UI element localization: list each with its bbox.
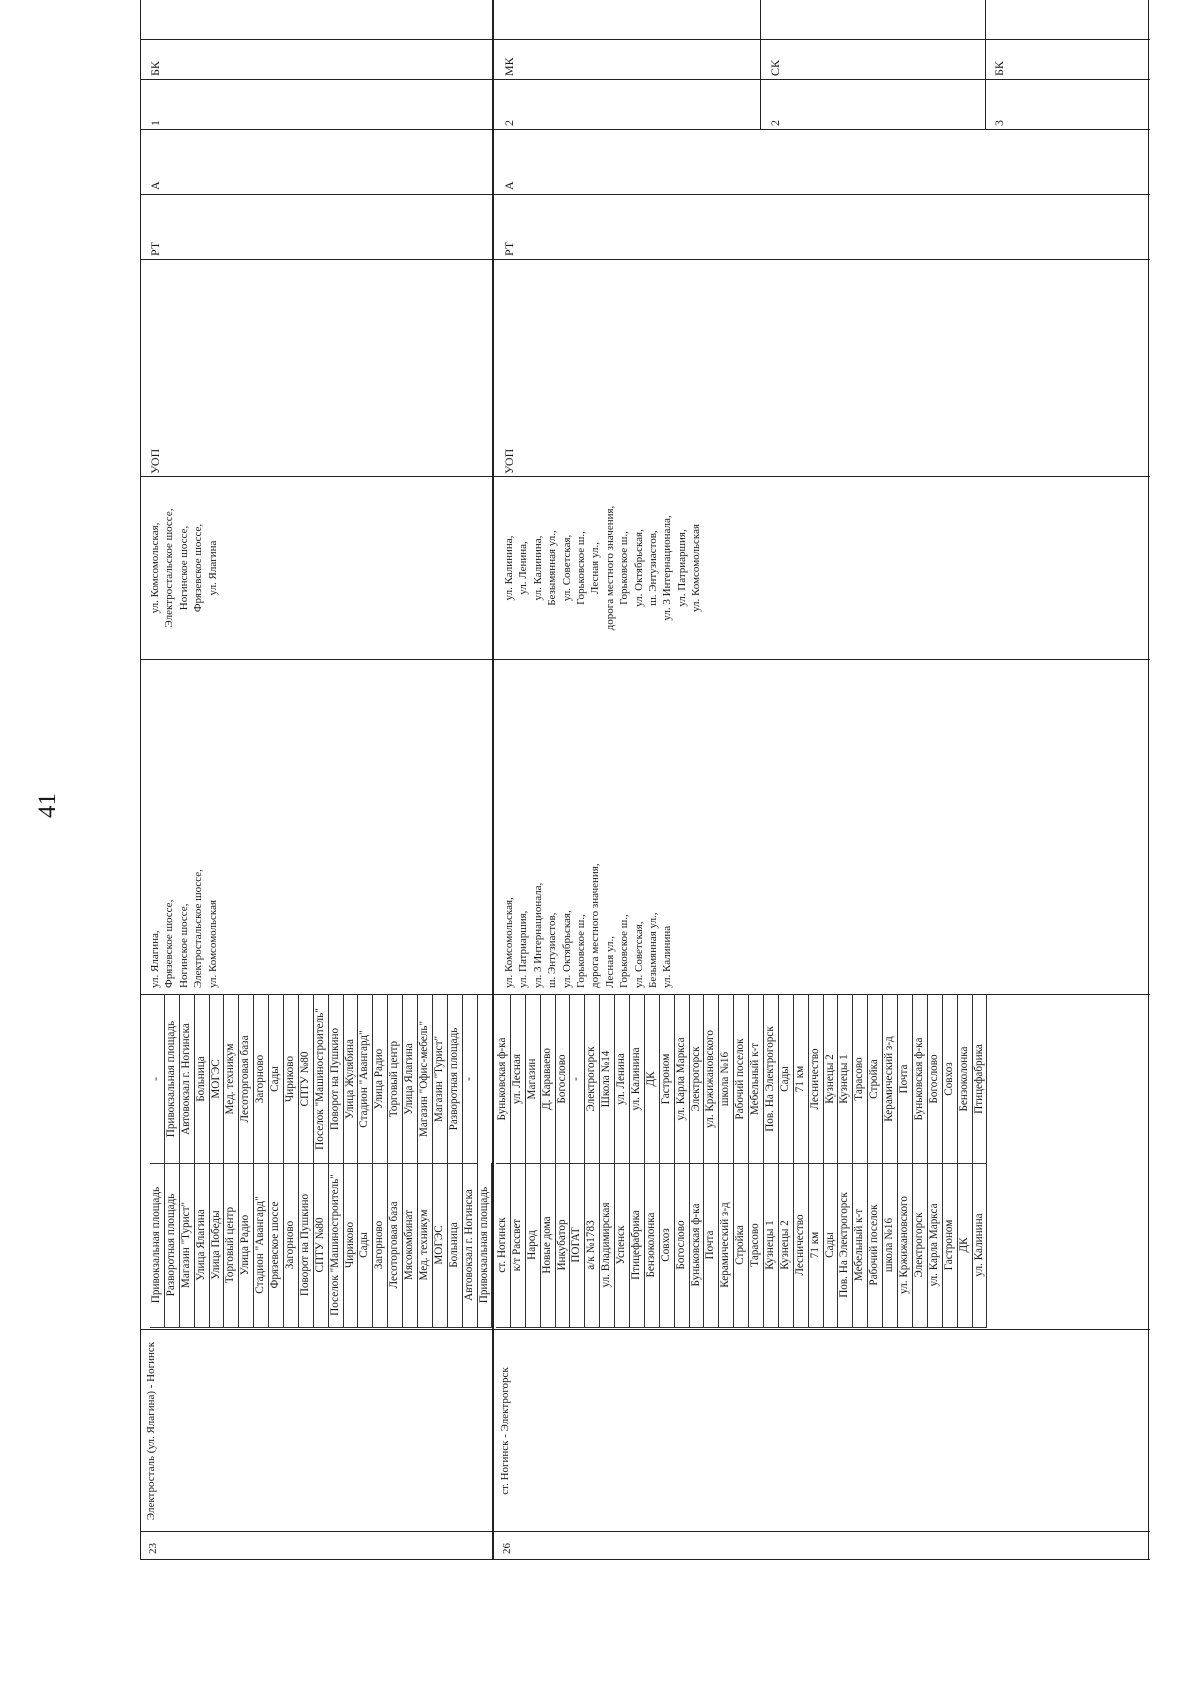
- stop-item: ул. Калинина: [630, 995, 645, 1163]
- stop-item: Совхоз: [943, 995, 958, 1163]
- stop-item: Кузнецы 1: [838, 995, 853, 1163]
- stop-item: Народ: [526, 1163, 541, 1327]
- vehicle-count: 1: [148, 120, 162, 126]
- vehicle-class: МК: [502, 57, 516, 76]
- stop-item: ул. Кржижановского: [704, 995, 719, 1163]
- stops-backward-list: [496, 995, 987, 1164]
- route-number: 26: [501, 1543, 513, 1554]
- streets-forward: ул. Комсомольская, ул. Патриаршия, ул. 3 Интернационала, ш. Энтузиастов, ул. Октябрьская, Горьковское ш., дорога местного значения, Лесная ул., Горьковское ш., ул. Советская, Безымянная ул., ул. Калинина: [503, 863, 674, 988]
- vehicle-count: 2: [768, 120, 782, 126]
- routes-table: [140, 0, 1150, 1560]
- stop-item: Стройка: [868, 995, 883, 1163]
- stop-item: Разворотная площадь: [448, 995, 463, 1163]
- stop-item: Рабочий поселок: [868, 1163, 883, 1327]
- stop-item: Поселок "Машиностроитель": [329, 1163, 344, 1327]
- stop-item: Электрогорск: [913, 1163, 928, 1327]
- stop-item: МОГЭС: [210, 995, 225, 1163]
- stop-item: Керамический з-д: [883, 995, 898, 1163]
- stop-item: Электрогорск: [585, 995, 600, 1163]
- stop-item: ул. Кржижановского: [898, 1163, 913, 1327]
- stop-item: Кузнецы 2: [824, 995, 839, 1163]
- stop-item: Птицефабрика: [973, 995, 988, 1163]
- stop-item: СПТУ №80: [314, 1163, 329, 1327]
- vehicle-count: 2: [502, 120, 516, 126]
- stop-item: Мебельный к-т: [853, 1163, 868, 1327]
- tariff-type: РТ: [502, 241, 516, 256]
- stop-item: Школа №14: [600, 995, 615, 1163]
- stop-item: Автовокзал г. Ногинска: [180, 995, 195, 1163]
- col-line: [140, 194, 1150, 195]
- route-name: ст. Ногинск - Электрогорск: [499, 1367, 511, 1495]
- stop-item: к/т Рассвет: [511, 1163, 526, 1327]
- route-name: Электросталь (ул. Ялагина) - Ногинск: [145, 1341, 157, 1521]
- stop-item: Поворот на Пушкино: [329, 995, 344, 1163]
- stop-item: а/к №1783: [585, 1163, 600, 1327]
- stop-item: Сады: [358, 1163, 373, 1327]
- stop-item: Богослово: [928, 995, 943, 1163]
- col-line: [140, 39, 1150, 40]
- stop-item: ул. Лесная: [511, 995, 526, 1163]
- stop-item: Бензоколонка: [958, 995, 973, 1163]
- stop-item: Улица Жулябина: [344, 995, 359, 1163]
- stop-item: -: [463, 995, 478, 1163]
- stop-item: Пов. На Электрогорск: [838, 1163, 853, 1327]
- col-line: [140, 1329, 1150, 1330]
- col-line: [140, 659, 1150, 660]
- stop-item: Поворот на Пушкино: [299, 1163, 314, 1327]
- page-number: 41: [34, 793, 61, 818]
- stop-item: Больница: [448, 1163, 463, 1327]
- stop-item: Тарасово: [749, 1163, 764, 1327]
- stop-item: Инкубатор: [556, 1163, 571, 1327]
- stop-item: СПТУ №80: [299, 995, 314, 1163]
- vehicle-class: БК: [992, 61, 1006, 76]
- stop-item: Лесоторговая база: [239, 995, 254, 1163]
- stop-item: Гастроном: [660, 995, 675, 1163]
- stop-item: 71 км: [794, 995, 809, 1163]
- stop-item: -: [150, 995, 165, 1163]
- stop-item: Мясокомбинат: [403, 1163, 418, 1327]
- col-line: [140, 1559, 1150, 1560]
- stop-item: Пов. На Электрогорск: [764, 995, 779, 1163]
- stop-item: Д. Караваево: [541, 995, 556, 1163]
- col-line: [140, 476, 1150, 477]
- stop-item: -: [570, 995, 585, 1163]
- boarding-type: УОП: [148, 448, 162, 474]
- stop-item: Лесничество: [794, 1163, 809, 1327]
- streets-backward: ул. Калинина, ул. Ленина, ул. Калинина, Безымянная ул., ул. Советская, Горьковское ш., Лесная ул., дорога местного значения, Горьковское ш., ул. Октябрьская, ш. Энтузиастов, ул. 3 Интернационала, ул. Патриаршия, ул. Комсомольская: [503, 505, 703, 631]
- class-row-divider: [760, 0, 761, 130]
- stop-item: Буньковская ф-ка: [690, 1163, 705, 1327]
- streets-backward: ул. Комсомольская, Электростальское шоссе, Ногинское шоссе, Фрязевское шоссе, ул. Ялагина: [149, 508, 219, 628]
- stop-item: Привокзальная площадь: [165, 995, 180, 1163]
- stop-item: Почта: [704, 1163, 719, 1327]
- stop-item: Мед. техникум: [224, 995, 239, 1163]
- stop-item: Магазин "Офис-мебель": [418, 995, 433, 1163]
- class-row-divider: [985, 0, 986, 130]
- stop-item: Торговый центр: [224, 1163, 239, 1327]
- stop-item: Кузнецы 1: [764, 1163, 779, 1327]
- stops-forward-list: [496, 1163, 987, 1328]
- stop-item: Мебельный к-т: [749, 995, 764, 1163]
- boarding-type: УОП: [502, 448, 516, 474]
- streets-forward: ул. Ялагина, Фрязевское шоссе, Ногинское шоссе, Электростальское шоссе, ул. Комсомольская: [149, 869, 219, 988]
- stop-item: ул. Ленина: [615, 995, 630, 1163]
- stop-item: Почта: [898, 995, 913, 1163]
- stop-item: Магазин "Турист": [433, 995, 448, 1163]
- stops-backward-list: [150, 995, 478, 1164]
- stop-item: Кузнецы 2: [779, 1163, 794, 1327]
- stop-item: Улица Победы: [210, 1163, 225, 1327]
- stop-item: Стройка: [734, 1163, 749, 1327]
- stop-item: Рабочий поселок: [734, 995, 749, 1163]
- stop-item: Улица Ялагина: [195, 1163, 210, 1327]
- col-line: [140, 129, 1150, 130]
- stop-item: Загорново: [373, 1163, 388, 1327]
- col-line: [140, 79, 1150, 80]
- stop-item: Новые дома: [541, 1163, 556, 1327]
- stop-item: Сады: [779, 995, 794, 1163]
- stop-item: Успенск: [615, 1163, 630, 1327]
- stop-item: Лесоторговая база: [388, 1163, 403, 1327]
- stop-item: Буньковская ф-ка: [496, 995, 511, 1163]
- stop-item: Сады: [824, 1163, 839, 1327]
- stop-item: Лесничество: [809, 995, 824, 1163]
- stop-item: Улица Радио: [239, 1163, 254, 1327]
- stop-item: Стадион "Авангард": [358, 995, 373, 1163]
- table-border-bottom: [1148, 0, 1149, 1560]
- stop-item: Чириково: [344, 1163, 359, 1327]
- stop-item: школа №16: [883, 1163, 898, 1327]
- stop-item: Улица Ялагина: [403, 995, 418, 1163]
- vehicle-type: А: [148, 181, 162, 190]
- stop-item: Богослово: [675, 1163, 690, 1327]
- stop-item: Чириково: [284, 995, 299, 1163]
- stop-item: Автовокзал г. Ногинска: [463, 1163, 478, 1327]
- stop-item: ДК: [645, 995, 660, 1163]
- stop-item: ул. Владимирская: [600, 1163, 615, 1327]
- stop-item: Богослово: [556, 995, 571, 1163]
- stop-item: 71 км: [809, 1163, 824, 1327]
- stop-item: школа №16: [719, 995, 734, 1163]
- stop-item: Привокзальная площадь: [478, 1163, 493, 1327]
- stop-item: Сады: [269, 995, 284, 1163]
- col-line: [140, 259, 1150, 260]
- tariff-type: РТ: [148, 241, 162, 256]
- stop-item: Улица Радио: [373, 995, 388, 1163]
- stop-item: ПОГАТ: [570, 1163, 585, 1327]
- stop-item: Привокзальная площадь: [150, 1163, 165, 1327]
- stop-item: Больница: [195, 995, 210, 1163]
- stop-item: ул. Калинина: [973, 1163, 988, 1327]
- stop-item: Бензоколонка: [645, 1163, 660, 1327]
- stop-item: Тарасово: [853, 995, 868, 1163]
- stop-item: Фрязевское шоссе: [269, 1163, 284, 1327]
- stop-item: Разворотная площадь: [165, 1163, 180, 1327]
- vehicle-class: БК: [148, 61, 162, 76]
- stops-forward-list: [150, 1163, 492, 1328]
- stop-item: ДК: [958, 1163, 973, 1327]
- stop-item: Стадион "Авангард": [254, 1163, 269, 1327]
- stop-item: Гастроном: [943, 1163, 958, 1327]
- stop-item: Магазин "Турист": [180, 1163, 195, 1327]
- stop-item: Загорново: [254, 995, 269, 1163]
- stop-item: Совхоз: [660, 1163, 675, 1327]
- vehicle-type: А: [502, 181, 516, 190]
- route-number: 23: [147, 1543, 159, 1554]
- stop-item: Птицефабрика: [630, 1163, 645, 1327]
- stop-item: Загорново: [284, 1163, 299, 1327]
- table-border-top: [140, 0, 141, 1560]
- stop-item: Мед. техникум: [418, 1163, 433, 1327]
- stop-item: Магазин: [526, 995, 541, 1163]
- stop-item: МОГЭС: [433, 1163, 448, 1327]
- stop-item: Торговый центр: [388, 995, 403, 1163]
- vehicle-class: СК: [768, 59, 782, 76]
- stop-item: Поселок "Машиностроитель": [314, 995, 329, 1163]
- stop-item: ст. Ногинск: [496, 1163, 511, 1327]
- stop-item: Буньковская ф-ка: [913, 995, 928, 1163]
- stop-item: Электрогорск: [690, 995, 705, 1163]
- stop-item: ул. Карла Маркса: [675, 995, 690, 1163]
- vehicle-count: 3: [992, 120, 1006, 126]
- col-line: [140, 1531, 1150, 1532]
- stop-item: Керамический з-д: [719, 1163, 734, 1327]
- stop-item: ул. Карла Маркса: [928, 1163, 943, 1327]
